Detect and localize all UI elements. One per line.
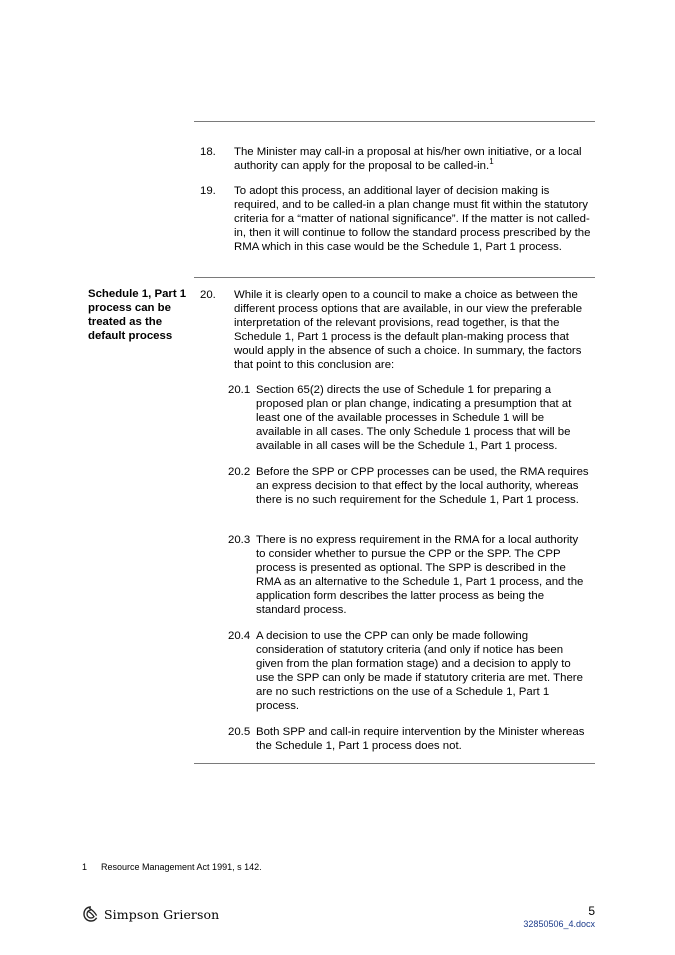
side-heading: Schedule 1, Part 1 process can be treated as the default process (88, 288, 187, 342)
subparagraph-number: 20.3 (228, 534, 251, 546)
paragraph-text: The Minister may call-in a proposal at his/her own initiative, or a local authority can apply for the proposal to be called-in.$^1$ (234, 146, 582, 172)
subparagraph-number: 20.2 (228, 466, 251, 478)
paragraph-number: 18. (200, 146, 216, 158)
paragraph-text: While it is clearly open to a council to make a choice as between the different process options that are available, in our view the preferable interpretation of the relevant provisions, read together, is that the Schedule 1, Part 1 process is the default plan-making process that would apply in the absence of such a choice. In summary, the factors that point to this conclusion are: (234, 289, 583, 371)
subparagraph-number: 20.5 (228, 726, 251, 738)
footnote-text: Resource Management Act 1991, s 142. (101, 862, 262, 872)
subparagraph-text: Before the SPP or CPP processes can be used, the RMA requires an express decision to that effect by the local authority, whereas there is no such requirement for the Schedule 1, Part 1 process. (256, 466, 589, 506)
subparagraph-text: There is no express requirement in the RMA for a local authority to consider whether to pursue the CPP or the SPP. The CPP process is presented as optional. The SPP is described in the RMA as an alternative to the Schedule 1, Part 1 process, and the application form describes the latter process as being the standard process. (256, 534, 584, 616)
firm-name: Simpson Grierson (104, 906, 220, 922)
paragraph-number: 19. (200, 185, 216, 197)
simpson-grierson-swirl-icon (82, 905, 100, 923)
footnote-number: 1 (82, 862, 88, 872)
subparagraph-number: 20.4 (228, 630, 251, 642)
bottom-rule (194, 763, 595, 764)
section-rule (194, 277, 595, 278)
firm-logo (82, 905, 219, 923)
top-rule (194, 121, 595, 122)
subparagraph-text: A decision to use the CPP can only be made following consideration of statutory criteria (and only if notice has been given from the plan formation stage) and a decision to apply to use the SPP can only be made if statutory criteria are met. There are no such restrictions on the use of a Schedule 1, Part 1 process. (256, 630, 583, 712)
subparagraph-text: Both SPP and call-in require intervention by the Minister whereas the Schedule 1, Part 1 process does not. (256, 726, 585, 752)
page-number: 5 (588, 904, 595, 918)
paragraph-number: 20. (200, 289, 216, 301)
paragraph-text: To adopt this process, an additional layer of decision making is required, and to be called-in a plan change must fit within the statutory criteria for a “matter of national significance”. If the matter is not called-in, then it will continue to follow the standard process prescribed by the RMA which in this case would be the Schedule 1, Part 1 process. (234, 185, 591, 253)
subparagraph-text: Section 65(2) directs the use of Schedule 1 for preparing a proposed plan or plan change, indicating a presumption that at least one of the available processes in Schedule 1 will be available in all cases. The only Schedule 1 process that will be available in all cases will be the Schedule 1, Part 1 process. (256, 384, 572, 452)
subparagraph-number: 20.1 (228, 384, 251, 396)
footnote-ref[interactable]: 1 (489, 157, 494, 167)
document-reference: 32850506_4.docx (523, 919, 595, 929)
